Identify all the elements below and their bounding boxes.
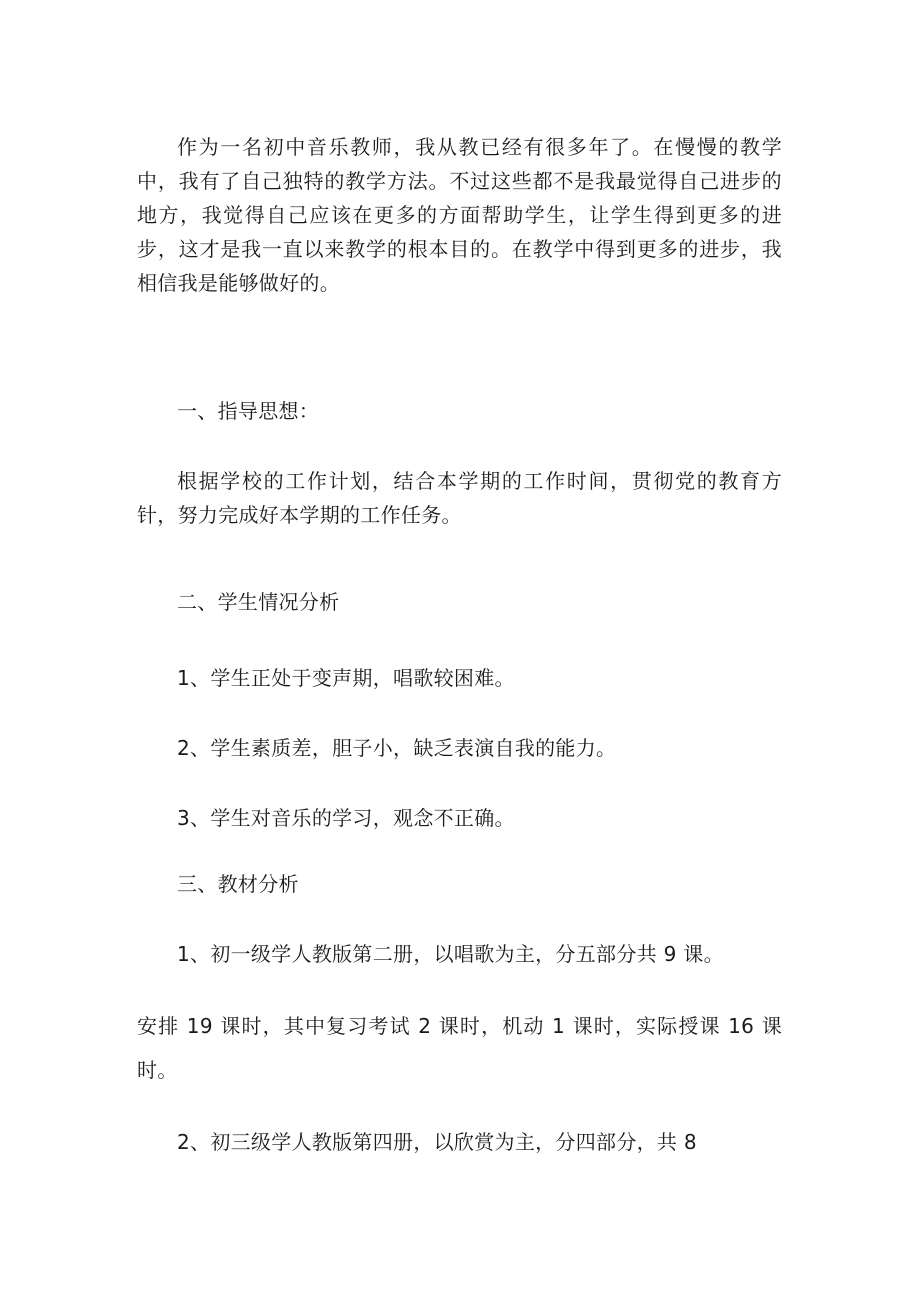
section-3-item-2: 2、初三级学人教版第四册，以欣赏为主，分四部分，共 8 [177, 1130, 697, 1154]
section-3-item-1-continuation: 安排 19 课时，其中复习考试 2 课时，机动 1 课时，实际授课 16 课时。 [137, 1014, 782, 1082]
section-3-item-1: 1、初一级学人教版第二册，以唱歌为主，分五部分共 9 课。 [177, 942, 724, 966]
section-2-item: 2、学生素质差，胆子小，缺乏表演自我的能力。 [177, 736, 617, 760]
intro-paragraph: 作为一名初中音乐教师，我从教已经有很多年了。在慢慢的教学中，我有了自己独特的教学方法。不过这些都不是我最觉得自己进步的地方，我觉得自己应该在更多的方面帮助学生，让学生得到更多的进步，这才是我一直以来教学的根本目的。在教学中得到更多的进步，我相信我是能够做好的。 [137, 135, 782, 295]
section-2-heading: 二、学生情况分析 [177, 590, 340, 614]
section-1-heading: 一、指导思想： [177, 399, 320, 423]
section-2-item: 3、学生对音乐的学习，观念不正确。 [177, 806, 515, 830]
section-3-heading: 三、教材分析 [177, 872, 299, 896]
section-2-item: 1、学生正处于变声期，唱歌较困难。 [177, 666, 515, 690]
section-1-body: 根据学校的工作计划，结合本学期的工作时间，贯彻党的教育方针，努力完成好本学期的工作任务。 [137, 469, 782, 527]
